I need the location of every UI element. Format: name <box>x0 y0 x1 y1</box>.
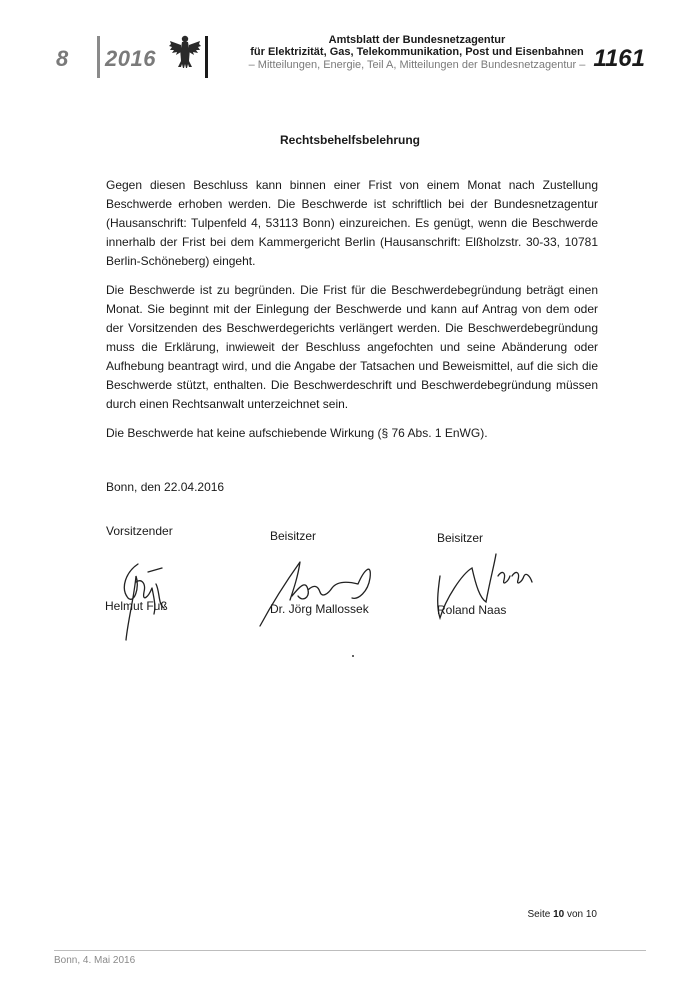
gazette-subtitle: – Mitteilungen, Energie, Teil A, Mitteilungen der Bundesnetzagentur – <box>248 59 586 71</box>
signatory-role-assessor-2: Beisitzer <box>437 531 484 545</box>
paragraph-3: Die Beschwerde hat keine aufschiebende Wirkung (§ 76 Abs. 1 EnWG). <box>106 426 488 440</box>
header-divider-grey <box>97 36 100 78</box>
page-number: 1161 <box>593 45 645 72</box>
federal-eagle-icon <box>168 33 202 73</box>
document-body <box>106 176 598 453</box>
signatory-role-chair: Vorsitzender <box>106 524 173 538</box>
footer-date: Bonn, 4. Mai 2016 <box>54 955 136 966</box>
signatory-name-assessor-2: Roland Naas <box>437 603 507 617</box>
issue-year: 2016 <box>105 46 156 71</box>
gazette-title-scope: für Elektrizität, Gas, Telekommunikation, Post und Eisenbahnen <box>250 46 584 58</box>
page-count: Seite 10 von 10 <box>527 909 597 920</box>
signature-joerg-mallossek <box>254 556 384 636</box>
footer-rule <box>54 950 646 951</box>
signatory-name-chair: Helmut Fuß <box>105 599 168 613</box>
stray-dot <box>352 655 354 657</box>
paragraph-1: Gegen diesen Beschluss kann binnen einer Frist von einem Monat nach Zustellung Beschwerde erhoben werden. Die Beschwerde ist schriftlich bei der Bundesnetzagentur (Hausanschrift: Tulpenfeld 4, 53113 Bonn) einzureichen. Es genügt, wenn die Beschwerde innerhalb der Frist bei dem Kammergericht Berlin (Hausanschrift: Elßholzstr. 30-33, 10781 Berlin-Schöneberg) eingeht. <box>106 178 598 268</box>
gazette-title: Amtsblatt der Bundesnetzagentur <box>328 34 506 46</box>
signatory-name-assessor-1: Dr. Jörg Mallossek <box>270 602 369 616</box>
signatory-role-assessor-1: Beisitzer <box>270 529 317 543</box>
document-title: Rechtsbehelfsbelehrung <box>279 133 421 147</box>
header-divider-black <box>205 36 208 78</box>
date-line: Bonn, den 22.04.2016 <box>106 480 225 494</box>
paragraph-2: Die Beschwerde ist zu begründen. Die Frist für die Beschwerdebegründung beträgt einen Monat. Sie beginnt mit der Einlegung der Beschwerde und kann auf Antrag von dem oder der Vorsitzenden des Beschwerdegerichts verlängert werden. Die Beschwerdebegründung muss die Erklärung, inwieweit der Beschluss angefochten und seine Abänderung oder Aufhebung beantragt wird, und die Angabe der Tatsachen und Beweismittel, auf die sich die Beschwerde stützt, enthalten. Die Beschwerdeschrift und Beschwerdebegründung müssen durch einen Rechtsanwalt unterzeichnet sein. <box>106 283 598 411</box>
issue-number: 8 <box>56 46 69 71</box>
